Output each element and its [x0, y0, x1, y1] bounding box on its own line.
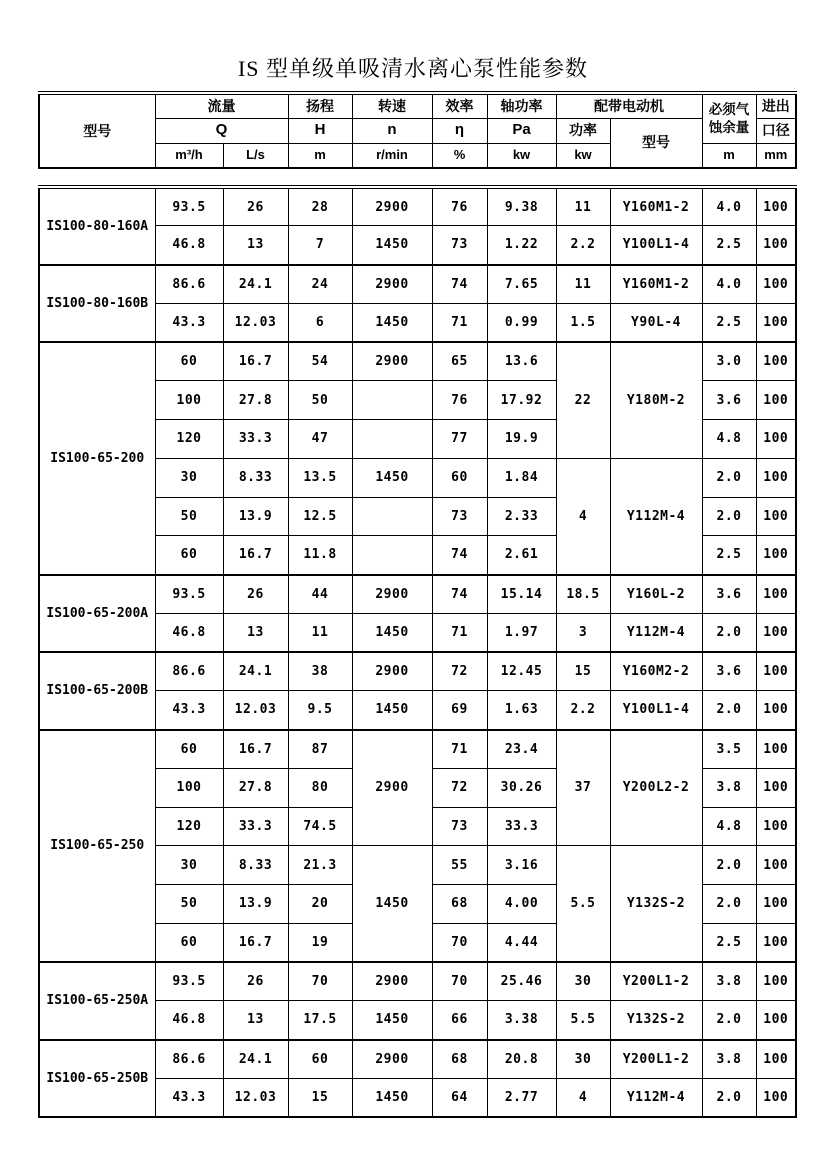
- cell-flow-ls: 13.9: [223, 885, 288, 924]
- cell-motor-model: Y90L-4: [610, 303, 702, 342]
- cell-head-m: 11.8: [288, 536, 352, 575]
- cell-motor-model: Y160M1-2: [610, 187, 702, 226]
- cell-speed-rmin: 1450: [352, 458, 432, 497]
- cell-flow-ls: 12.03: [223, 691, 288, 730]
- cell-port-mm: 100: [756, 807, 796, 846]
- cell-speed-rmin: [352, 381, 432, 420]
- cell-port-mm: 100: [756, 420, 796, 459]
- cell-head-m: 20: [288, 885, 352, 924]
- cell-shaft-power-kw: 4.44: [487, 923, 556, 962]
- cell-flow-ls: 13.9: [223, 497, 288, 536]
- cell-efficiency-pct: 60: [432, 458, 487, 497]
- pump-model-cell: IS100-65-250A: [39, 962, 155, 1040]
- cell-motor-model: Y200L1-2: [610, 1040, 702, 1079]
- cell-npsh-m: 3.6: [702, 381, 756, 420]
- pump-table-body: [38, 185, 797, 1118]
- cell-speed-rmin: 2900: [352, 730, 432, 846]
- cell-flow-m3h: 43.3: [155, 1078, 223, 1117]
- cell-flow-ls: 26: [223, 187, 288, 226]
- header-head-h: H: [288, 118, 352, 143]
- cell-efficiency-pct: 73: [432, 497, 487, 536]
- cell-flow-ls: 13: [223, 1001, 288, 1040]
- cell-flow-m3h: 43.3: [155, 303, 223, 342]
- cell-npsh-m: 3.6: [702, 652, 756, 691]
- cell-shaft-power-kw: 15.14: [487, 575, 556, 614]
- cell-motor-model: Y180M-2: [610, 342, 702, 458]
- cell-speed-rmin: [352, 497, 432, 536]
- cell-motor-model: Y112M-4: [610, 458, 702, 574]
- cell-head-m: 50: [288, 381, 352, 420]
- cell-efficiency-pct: 72: [432, 768, 487, 807]
- cell-efficiency-pct: 68: [432, 885, 487, 924]
- cell-efficiency-pct: 71: [432, 303, 487, 342]
- unit-flow-ls: L/s: [223, 143, 288, 168]
- pump-model-cell: IS100-65-250B: [39, 1040, 155, 1118]
- cell-efficiency-pct: 74: [432, 575, 487, 614]
- cell-efficiency-pct: 74: [432, 265, 487, 304]
- cell-speed-rmin: 1450: [352, 613, 432, 652]
- cell-motor-model: Y100L1-4: [610, 691, 702, 730]
- cell-npsh-m: 2.0: [702, 846, 756, 885]
- cell-efficiency-pct: 76: [432, 381, 487, 420]
- cell-flow-m3h: 30: [155, 846, 223, 885]
- cell-efficiency-pct: 76: [432, 187, 487, 226]
- cell-head-m: 17.5: [288, 1001, 352, 1040]
- unit-speed-rmin: r/min: [352, 143, 432, 168]
- cell-motor-power-kw: 30: [556, 1040, 610, 1079]
- cell-flow-m3h: 60: [155, 730, 223, 769]
- header-flow: 流量: [155, 93, 288, 118]
- cell-flow-ls: 24.1: [223, 1040, 288, 1079]
- cell-motor-power-kw: 22: [556, 342, 610, 458]
- header-motor-model: 型号: [610, 118, 702, 168]
- cell-npsh-m: 4.8: [702, 420, 756, 459]
- cell-shaft-power-kw: 4.00: [487, 885, 556, 924]
- cell-shaft-power-kw: 25.46: [487, 962, 556, 1001]
- cell-speed-rmin: 2900: [352, 575, 432, 614]
- pump-table-rows: [39, 187, 796, 1117]
- cell-flow-m3h: 86.6: [155, 265, 223, 304]
- cell-head-m: 54: [288, 342, 352, 381]
- cell-efficiency-pct: 65: [432, 342, 487, 381]
- cell-head-m: 13.5: [288, 458, 352, 497]
- cell-npsh-m: 2.0: [702, 458, 756, 497]
- cell-efficiency-pct: 71: [432, 730, 487, 769]
- cell-flow-ls: 24.1: [223, 652, 288, 691]
- cell-flow-m3h: 46.8: [155, 1001, 223, 1040]
- cell-flow-ls: 16.7: [223, 923, 288, 962]
- cell-head-m: 7: [288, 226, 352, 265]
- pump-model-cell: IS100-65-200A: [39, 575, 155, 653]
- cell-npsh-m: 2.0: [702, 497, 756, 536]
- cell-npsh-m: 3.8: [702, 1040, 756, 1079]
- pump-model-cell: IS100-80-160A: [39, 187, 155, 265]
- cell-port-mm: 100: [756, 187, 796, 226]
- cell-flow-ls: 12.03: [223, 1078, 288, 1117]
- cell-motor-power-kw: 2.2: [556, 226, 610, 265]
- cell-shaft-power-kw: 1.97: [487, 613, 556, 652]
- cell-motor-power-kw: 30: [556, 962, 610, 1001]
- header-speed-n: n: [352, 118, 432, 143]
- cell-port-mm: 100: [756, 962, 796, 1001]
- cell-shaft-power-kw: 13.6: [487, 342, 556, 381]
- cell-shaft-power-kw: 3.38: [487, 1001, 556, 1040]
- cell-port-mm: 100: [756, 923, 796, 962]
- cell-flow-ls: 16.7: [223, 536, 288, 575]
- cell-motor-power-kw: 11: [556, 265, 610, 304]
- cell-motor-model: Y200L2-2: [610, 730, 702, 846]
- cell-head-m: 44: [288, 575, 352, 614]
- header-npsh-line1: 必须气: [708, 101, 750, 117]
- cell-npsh-m: 2.0: [702, 1078, 756, 1117]
- cell-head-m: 21.3: [288, 846, 352, 885]
- header-shaft-power-pa: Pa: [487, 118, 556, 143]
- cell-shaft-power-kw: 1.22: [487, 226, 556, 265]
- cell-motor-power-kw: 1.5: [556, 303, 610, 342]
- page-title: IS 型单级单吸清水离心泵性能参数: [237, 56, 589, 81]
- cell-efficiency-pct: 73: [432, 807, 487, 846]
- unit-flow-m3h: m³/h: [155, 143, 223, 168]
- cell-shaft-power-kw: 2.33: [487, 497, 556, 536]
- cell-port-mm: 100: [756, 342, 796, 381]
- header-motor-power: 功率: [556, 118, 610, 143]
- cell-flow-ls: 13: [223, 613, 288, 652]
- cell-speed-rmin: 2900: [352, 1040, 432, 1079]
- cell-flow-m3h: 50: [155, 497, 223, 536]
- cell-flow-m3h: 46.8: [155, 613, 223, 652]
- cell-port-mm: 100: [756, 497, 796, 536]
- cell-efficiency-pct: 70: [432, 923, 487, 962]
- cell-flow-ls: 24.1: [223, 265, 288, 304]
- cell-flow-m3h: 93.5: [155, 962, 223, 1001]
- cell-flow-ls: 33.3: [223, 420, 288, 459]
- cell-efficiency-pct: 73: [432, 226, 487, 265]
- header-speed: 转速: [352, 93, 432, 118]
- cell-port-mm: 100: [756, 691, 796, 730]
- cell-flow-ls: 33.3: [223, 807, 288, 846]
- pump-model-cell: IS100-65-200B: [39, 652, 155, 730]
- header-head: 扬程: [288, 93, 352, 118]
- unit-head-m: m: [288, 143, 352, 168]
- cell-motor-model: Y100L1-4: [610, 226, 702, 265]
- unit-shaft-power-kw: kw: [487, 143, 556, 168]
- cell-port-mm: 100: [756, 575, 796, 614]
- cell-efficiency-pct: 66: [432, 1001, 487, 1040]
- cell-motor-power-kw: 2.2: [556, 691, 610, 730]
- cell-shaft-power-kw: 3.16: [487, 846, 556, 885]
- cell-flow-m3h: 86.6: [155, 1040, 223, 1079]
- cell-port-mm: 100: [756, 652, 796, 691]
- cell-motor-power-kw: 5.5: [556, 846, 610, 962]
- cell-flow-m3h: 100: [155, 381, 223, 420]
- header-efficiency-eta: η: [432, 118, 487, 143]
- cell-port-mm: 100: [756, 1040, 796, 1079]
- cell-npsh-m: 3.6: [702, 575, 756, 614]
- cell-flow-ls: 12.03: [223, 303, 288, 342]
- cell-efficiency-pct: 74: [432, 536, 487, 575]
- cell-head-m: 87: [288, 730, 352, 769]
- cell-head-m: 38: [288, 652, 352, 691]
- header-port-line2: 口径: [756, 118, 796, 143]
- cell-motor-model: Y160M2-2: [610, 652, 702, 691]
- cell-motor-power-kw: 5.5: [556, 1001, 610, 1040]
- cell-head-m: 74.5: [288, 807, 352, 846]
- cell-npsh-m: 3.0: [702, 342, 756, 381]
- cell-flow-ls: 13: [223, 226, 288, 265]
- unit-port-mm: mm: [756, 143, 796, 168]
- cell-motor-model: Y112M-4: [610, 1078, 702, 1117]
- cell-motor-model: Y160M1-2: [610, 265, 702, 304]
- cell-speed-rmin: 2900: [352, 652, 432, 691]
- cell-shaft-power-kw: 1.63: [487, 691, 556, 730]
- header-npsh-line2: 蚀余量: [708, 119, 750, 135]
- cell-npsh-m: 4.0: [702, 187, 756, 226]
- cell-port-mm: 100: [756, 265, 796, 304]
- header-shaft-power: 轴功率: [487, 93, 556, 118]
- cell-flow-ls: 8.33: [223, 846, 288, 885]
- unit-motor-power-kw: kw: [556, 143, 610, 168]
- cell-port-mm: 100: [756, 303, 796, 342]
- header-efficiency: 效率: [432, 93, 487, 118]
- header-model: 型号: [39, 93, 155, 168]
- cell-npsh-m: 2.0: [702, 1001, 756, 1040]
- cell-head-m: 24: [288, 265, 352, 304]
- cell-flow-m3h: 50: [155, 885, 223, 924]
- cell-npsh-m: 3.5: [702, 730, 756, 769]
- cell-port-mm: 100: [756, 1001, 796, 1040]
- cell-npsh-m: 2.0: [702, 691, 756, 730]
- cell-flow-m3h: 30: [155, 458, 223, 497]
- cell-speed-rmin: 1450: [352, 846, 432, 962]
- cell-head-m: 70: [288, 962, 352, 1001]
- cell-speed-rmin: 1450: [352, 1001, 432, 1040]
- cell-motor-model: Y200L1-2: [610, 962, 702, 1001]
- cell-flow-m3h: 60: [155, 536, 223, 575]
- cell-flow-m3h: 60: [155, 342, 223, 381]
- cell-port-mm: 100: [756, 613, 796, 652]
- cell-flow-m3h: 46.8: [155, 226, 223, 265]
- cell-shaft-power-kw: 17.92: [487, 381, 556, 420]
- cell-head-m: 15: [288, 1078, 352, 1117]
- header-flow-q: Q: [155, 118, 288, 143]
- cell-npsh-m: 2.0: [702, 613, 756, 652]
- cell-port-mm: 100: [756, 458, 796, 497]
- cell-speed-rmin: 1450: [352, 1078, 432, 1117]
- cell-flow-ls: 16.7: [223, 342, 288, 381]
- cell-efficiency-pct: 70: [432, 962, 487, 1001]
- cell-efficiency-pct: 55: [432, 846, 487, 885]
- cell-flow-ls: 27.8: [223, 381, 288, 420]
- cell-head-m: 6: [288, 303, 352, 342]
- cell-port-mm: 100: [756, 226, 796, 265]
- cell-head-m: 60: [288, 1040, 352, 1079]
- header-port-line1: 进出: [756, 93, 796, 118]
- cell-efficiency-pct: 69: [432, 691, 487, 730]
- cell-speed-rmin: 2900: [352, 265, 432, 304]
- cell-shaft-power-kw: 9.38: [487, 187, 556, 226]
- cell-flow-m3h: 93.5: [155, 575, 223, 614]
- cell-npsh-m: 3.8: [702, 768, 756, 807]
- cell-flow-ls: 27.8: [223, 768, 288, 807]
- cell-flow-ls: 8.33: [223, 458, 288, 497]
- cell-shaft-power-kw: 20.8: [487, 1040, 556, 1079]
- cell-efficiency-pct: 68: [432, 1040, 487, 1079]
- pump-table-header: [38, 91, 797, 169]
- cell-npsh-m: 4.8: [702, 807, 756, 846]
- cell-head-m: 12.5: [288, 497, 352, 536]
- cell-head-m: 19: [288, 923, 352, 962]
- cell-flow-ls: 16.7: [223, 730, 288, 769]
- cell-speed-rmin: [352, 420, 432, 459]
- cell-motor-model: Y132S-2: [610, 846, 702, 962]
- cell-shaft-power-kw: 19.9: [487, 420, 556, 459]
- cell-head-m: 28: [288, 187, 352, 226]
- cell-port-mm: 100: [756, 768, 796, 807]
- cell-head-m: 80: [288, 768, 352, 807]
- cell-shaft-power-kw: 0.99: [487, 303, 556, 342]
- cell-flow-m3h: 120: [155, 807, 223, 846]
- cell-npsh-m: 3.8: [702, 962, 756, 1001]
- cell-motor-power-kw: 18.5: [556, 575, 610, 614]
- pump-model-cell: IS100-65-200: [39, 342, 155, 575]
- cell-shaft-power-kw: 1.84: [487, 458, 556, 497]
- cell-motor-power-kw: 3: [556, 613, 610, 652]
- cell-npsh-m: 2.5: [702, 303, 756, 342]
- cell-flow-m3h: 43.3: [155, 691, 223, 730]
- cell-motor-power-kw: 11: [556, 187, 610, 226]
- cell-npsh-m: 2.5: [702, 923, 756, 962]
- cell-efficiency-pct: 64: [432, 1078, 487, 1117]
- unit-efficiency-pct: %: [432, 143, 487, 168]
- cell-npsh-m: 2.5: [702, 536, 756, 575]
- cell-head-m: 11: [288, 613, 352, 652]
- cell-shaft-power-kw: 2.77: [487, 1078, 556, 1117]
- cell-speed-rmin: 2900: [352, 187, 432, 226]
- header-motor: 配带电动机: [556, 93, 702, 118]
- cell-port-mm: 100: [756, 885, 796, 924]
- cell-port-mm: 100: [756, 730, 796, 769]
- cell-shaft-power-kw: 12.45: [487, 652, 556, 691]
- cell-speed-rmin: 2900: [352, 962, 432, 1001]
- cell-npsh-m: 2.5: [702, 226, 756, 265]
- cell-motor-power-kw: 4: [556, 1078, 610, 1117]
- cell-flow-ls: 26: [223, 575, 288, 614]
- cell-efficiency-pct: 71: [432, 613, 487, 652]
- cell-flow-ls: 26: [223, 962, 288, 1001]
- cell-npsh-m: 2.0: [702, 885, 756, 924]
- cell-speed-rmin: 1450: [352, 226, 432, 265]
- unit-npsh-m: m: [702, 143, 756, 168]
- cell-head-m: 9.5: [288, 691, 352, 730]
- cell-motor-power-kw: 4: [556, 458, 610, 574]
- cell-efficiency-pct: 72: [432, 652, 487, 691]
- cell-flow-m3h: 100: [155, 768, 223, 807]
- cell-motor-model: Y160L-2: [610, 575, 702, 614]
- cell-flow-m3h: 86.6: [155, 652, 223, 691]
- cell-flow-m3h: 93.5: [155, 187, 223, 226]
- cell-speed-rmin: 1450: [352, 691, 432, 730]
- cell-motor-power-kw: 15: [556, 652, 610, 691]
- cell-speed-rmin: 1450: [352, 303, 432, 342]
- cell-shaft-power-kw: 2.61: [487, 536, 556, 575]
- cell-flow-m3h: 120: [155, 420, 223, 459]
- cell-motor-model: Y112M-4: [610, 613, 702, 652]
- cell-motor-power-kw: 37: [556, 730, 610, 846]
- cell-speed-rmin: [352, 536, 432, 575]
- cell-efficiency-pct: 77: [432, 420, 487, 459]
- cell-shaft-power-kw: 33.3: [487, 807, 556, 846]
- cell-shaft-power-kw: 30.26: [487, 768, 556, 807]
- cell-shaft-power-kw: 7.65: [487, 265, 556, 304]
- header-npsh: [702, 93, 756, 143]
- cell-flow-m3h: 60: [155, 923, 223, 962]
- cell-head-m: 47: [288, 420, 352, 459]
- pump-model-cell: IS100-80-160B: [39, 265, 155, 343]
- cell-port-mm: 100: [756, 1078, 796, 1117]
- cell-port-mm: 100: [756, 381, 796, 420]
- cell-npsh-m: 4.0: [702, 265, 756, 304]
- pump-model-cell: IS100-65-250: [39, 730, 155, 963]
- cell-port-mm: 100: [756, 536, 796, 575]
- cell-shaft-power-kw: 23.4: [487, 730, 556, 769]
- cell-speed-rmin: 2900: [352, 342, 432, 381]
- cell-port-mm: 100: [756, 846, 796, 885]
- cell-motor-model: Y132S-2: [610, 1001, 702, 1040]
